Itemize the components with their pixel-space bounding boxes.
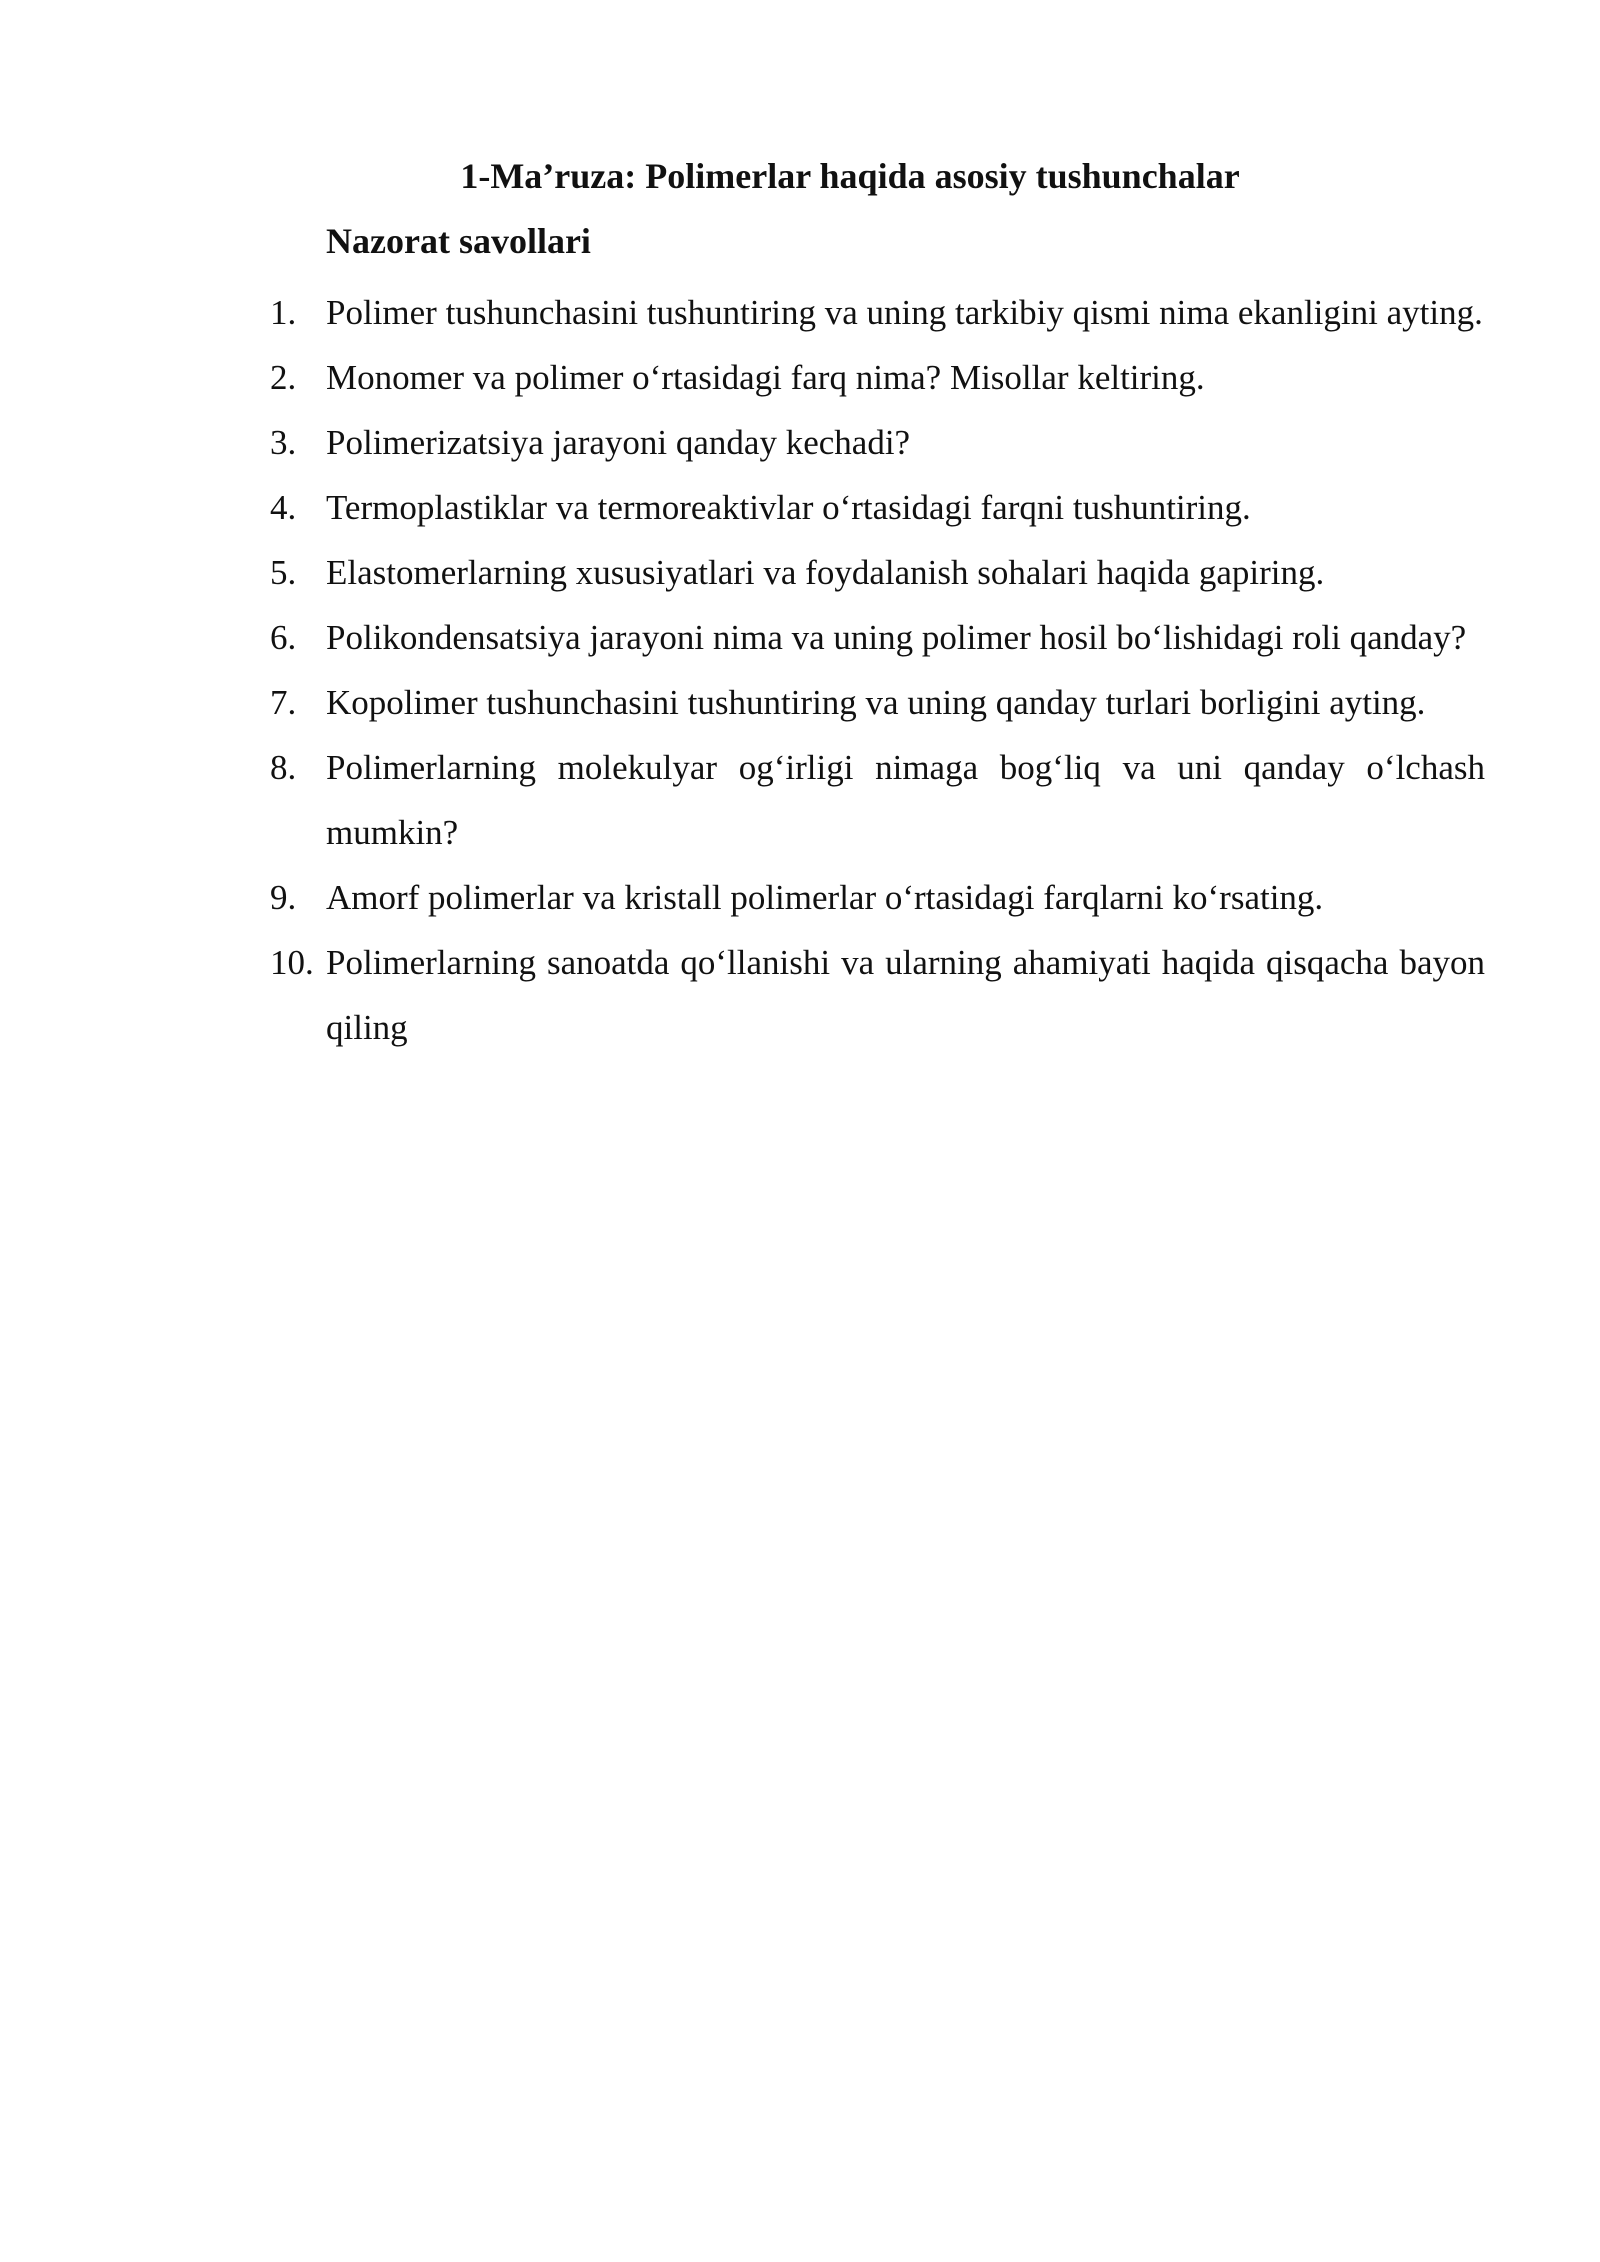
list-item-text: Polikondensatsiya jarayoni nima va uning polimer hosil bo‘lishidagi roli qanday? xyxy=(326,618,1467,657)
list-item-text: Polimerizatsiya jarayoni qanday kechadi? xyxy=(326,423,911,462)
list-item xyxy=(270,605,1485,670)
list-item xyxy=(270,410,1485,475)
list-item xyxy=(270,475,1485,540)
list-item-number: 2. xyxy=(270,358,297,397)
list-item xyxy=(270,280,1485,345)
list-item xyxy=(270,865,1485,930)
list-item xyxy=(270,540,1485,605)
list-item-text: Termoplastiklar va termoreaktivlar o‘rtasidagi farqni tushuntiring. xyxy=(326,488,1251,527)
list-item-text: Kopolimer tushunchasini tushuntiring va uning qanday turlari borligini ayting. xyxy=(326,683,1426,722)
list-item-number: 3. xyxy=(270,423,297,462)
list-item-number: 9. xyxy=(270,878,297,917)
list-item-text: Polimerlarning sanoatda qo‘llanishi va ularning ahamiyati haqida qisqacha bayon qiling xyxy=(326,943,1485,1047)
list-item-number: 7. xyxy=(270,683,297,722)
list-item xyxy=(270,735,1485,865)
list-item-number: 8. xyxy=(270,748,297,787)
page-title: 1-Ma’ruza: Polimerlar haqida asosiy tushunchalar xyxy=(460,156,1240,196)
list-item xyxy=(270,930,1485,1060)
list-item-number: 4. xyxy=(270,488,297,527)
list-item-number: 5. xyxy=(270,553,297,592)
list-item-text: Elastomerlarning xususiyatlari va foydalanish sohalari haqida gapiring. xyxy=(326,553,1325,592)
list-item-number: 6. xyxy=(270,618,297,657)
questions-list xyxy=(270,280,1485,1060)
list-item xyxy=(270,670,1485,735)
section-heading: Nazorat savollari xyxy=(326,221,591,261)
list-item-text: Polimerlarning molekulyar og‘irligi nimaga bog‘liq va uni qanday o‘lchash mumkin? xyxy=(326,748,1485,852)
list-item-text: Polimer tushunchasini tushuntiring va uning tarkibiy qismi nima ekanligini ayting. xyxy=(326,293,1483,332)
list-item-text: Monomer va polimer o‘rtasidagi farq nima? Misollar keltiring. xyxy=(326,358,1205,397)
list-item-text: Amorf polimerlar va kristall polimerlar o‘rtasidagi farqlarni ko‘rsating. xyxy=(326,878,1324,917)
list-item-number: 1. xyxy=(270,293,297,332)
list-item-number: 10. xyxy=(270,943,314,982)
list-item xyxy=(270,345,1485,410)
